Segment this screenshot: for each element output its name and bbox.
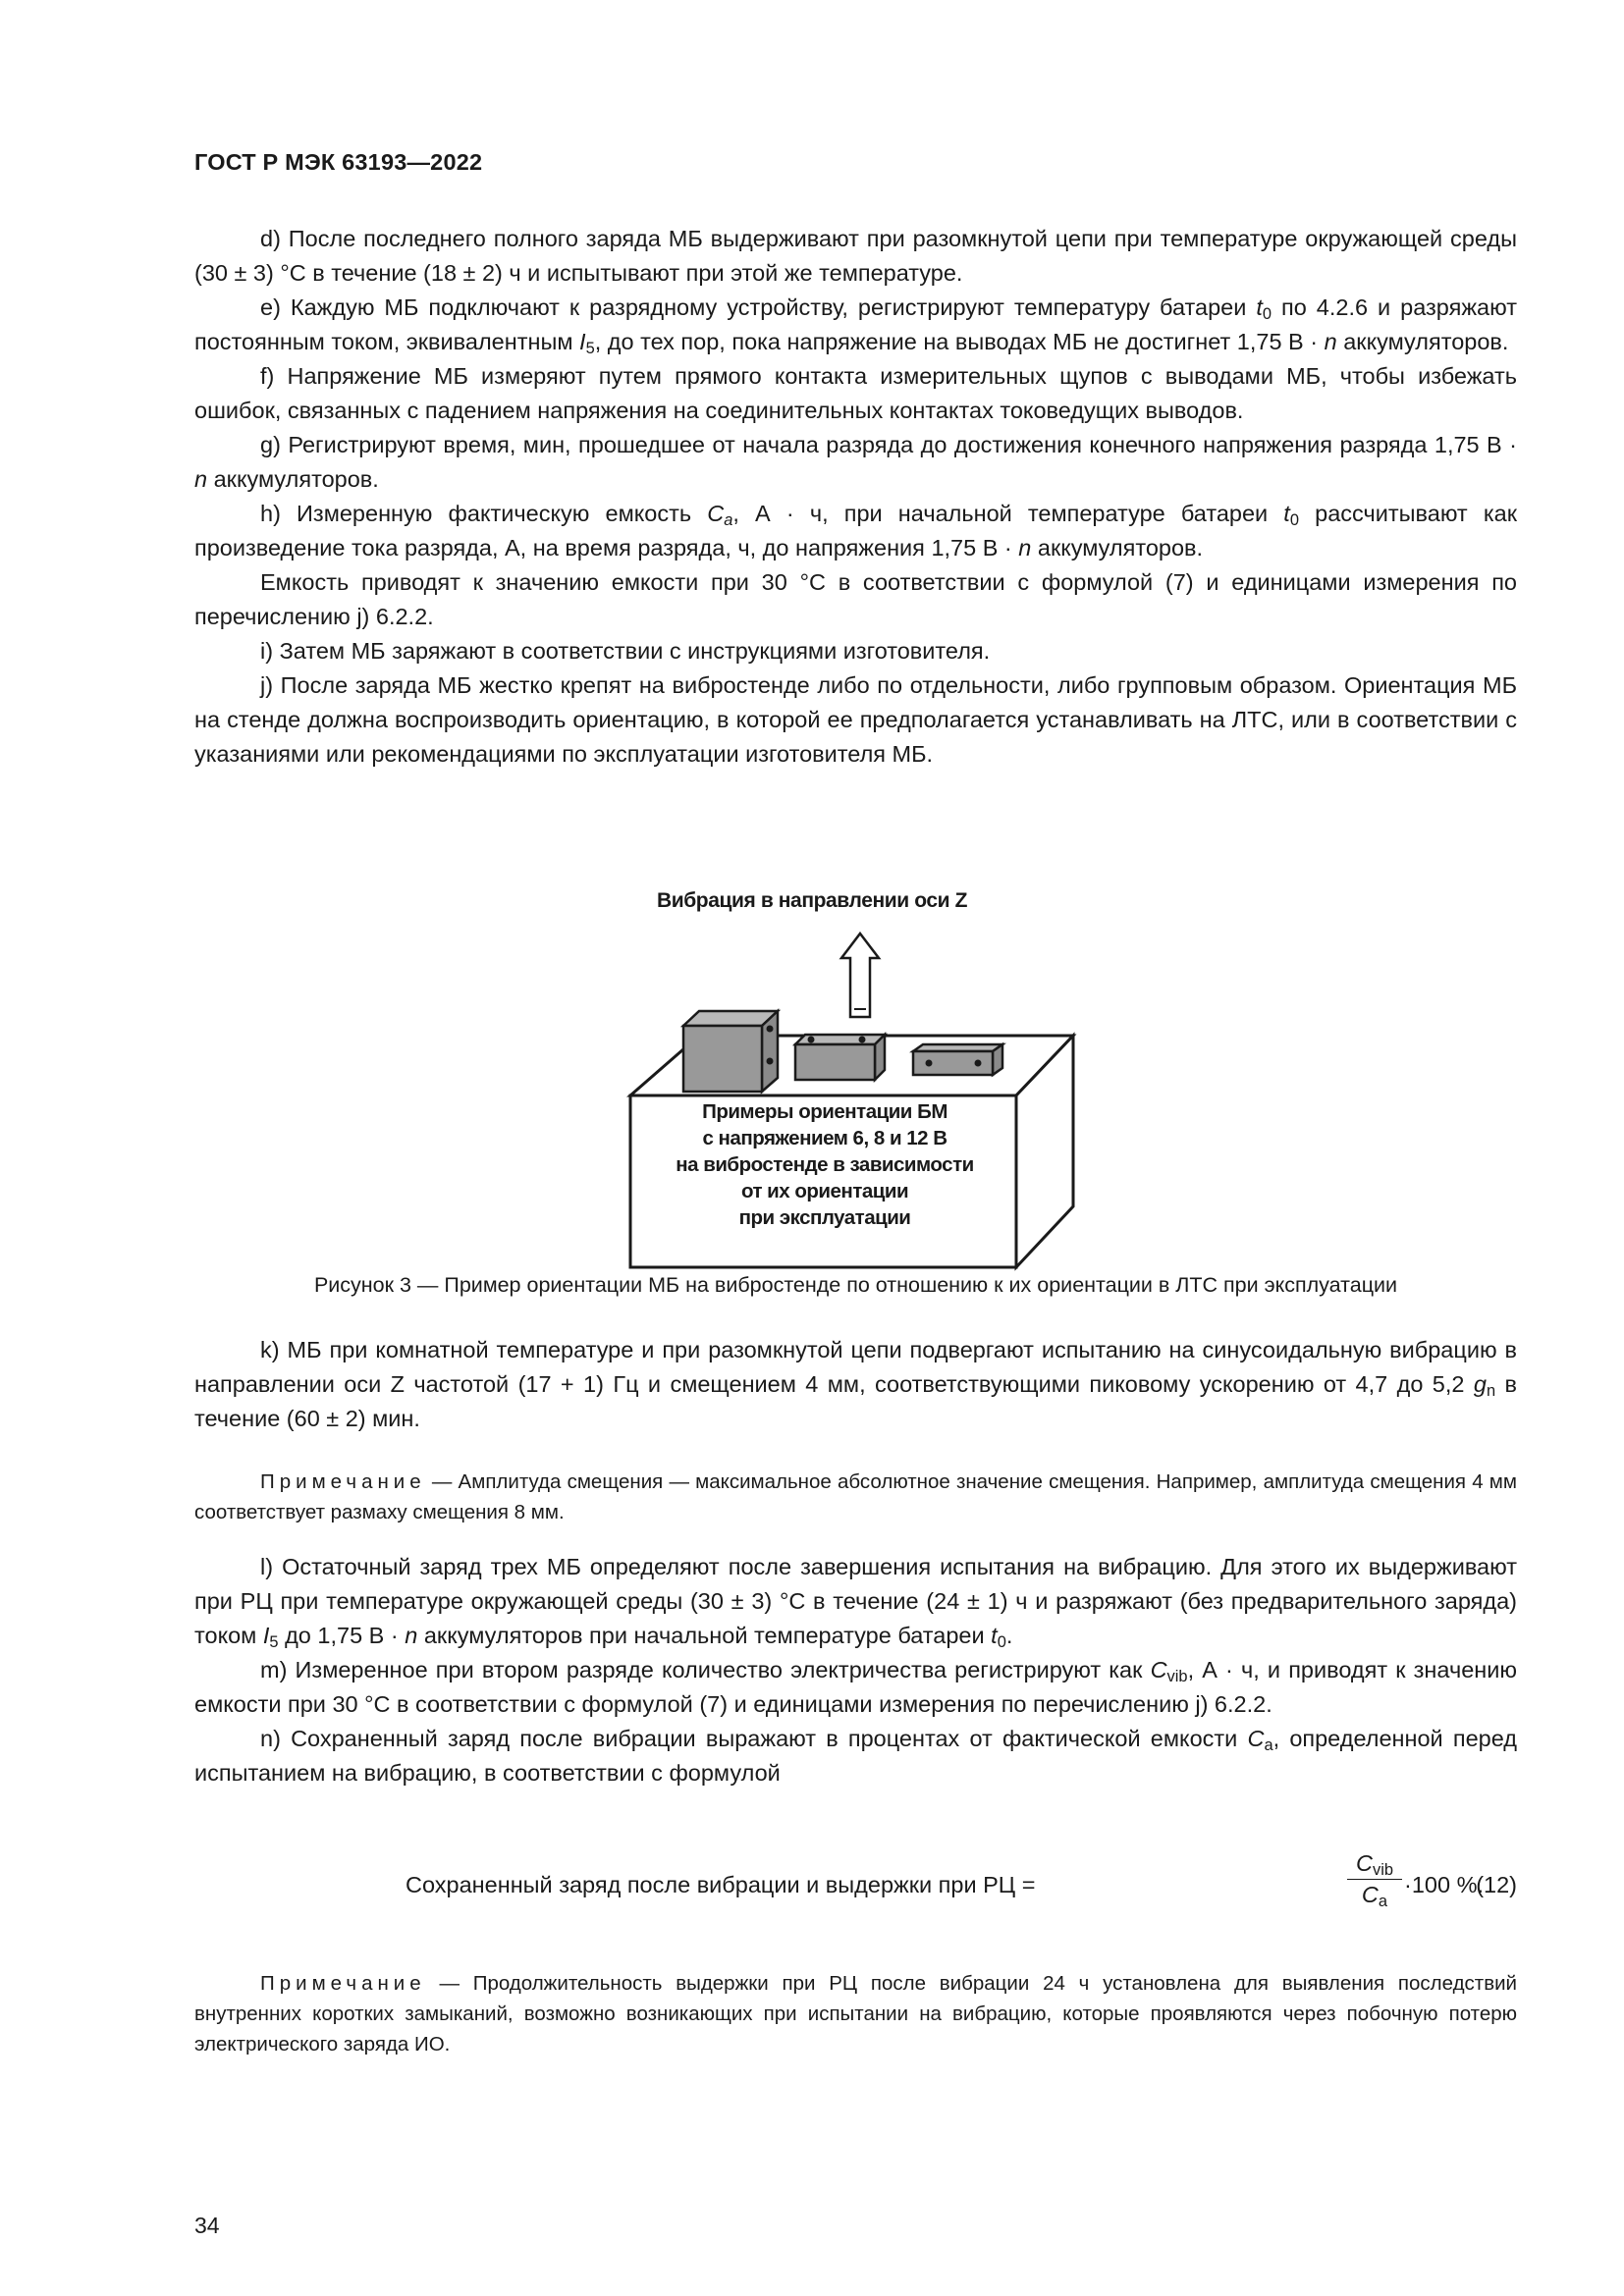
formula-numerator: $C_{vib}$	[1347, 1850, 1402, 1880]
item-m: m) Измеренное при втором разряде количество электричества регистрируют как $C_{vib}$, А · ч, и приводят к значению емкости при 30 °С в соответствии с формулой (7) и единицами измерения по перечислению j) 6.2.2.	[194, 1657, 1517, 1717]
box-line: Примеры ориентации БМ	[702, 1100, 947, 1123]
document-header: ГОСТ Р МЭК 63193—2022	[194, 149, 483, 175]
item-n: n) Сохраненный заряд после вибрации выражают в процентах от фактической емкости $C_a$, определенной перед испытанием на вибрацию, в соответствии с формулой	[194, 1726, 1517, 1786]
note-label: Примечание	[260, 1972, 426, 1995]
battery-medium	[795, 1035, 885, 1080]
page-number: 34	[194, 2213, 220, 2238]
item-j: j) После заряда МБ жестко крепят на вибростенде либо по отдельности, либо групповым образом. Ориентация МБ на стенде должна воспроизводить ориентацию, в которой ее предполагается устанавливать на ЛТС, или в соответствии с указаниями или рекомендациями по эксплуатации изготовителя МБ.	[194, 672, 1517, 767]
item-h: h) Измеренную фактическую емкость $C_a$, А · ч, при начальной температуре батареи $t_0$ рассчитывают как произведение тока разряда, А, на время разряда, ч, до напряжения 1,75 В · n аккумуляторов.	[194, 501, 1517, 561]
box-line: на вибростенде в зависимости	[676, 1153, 974, 1176]
note-text: — Амплитуда смещения — максимальное абсолютное значение смещения. Например, амплитуда смещения 4 мм соответствует размаху смещения 8 мм.	[194, 1470, 1517, 1523]
box-line: с напряжением 6, 8 и 12 В	[702, 1127, 947, 1149]
battery-large	[683, 1011, 778, 1092]
formula-number: (12)	[1476, 1872, 1517, 1897]
item-i: i) Затем МБ заряжают в соответствии с инструкциями изготовителя.	[260, 638, 991, 664]
figure-box-text	[628, 1098, 1021, 1231]
figure-caption: Рисунок 3 — Пример ориентации МБ на вибростенде по отношению к их ориентации в ЛТС при эксплуатации	[313, 1273, 1398, 1297]
item-e: e) Каждую МБ подключают к разрядному устройству, регистрируют температуру батареи $t_0$ по 4.2.6 и разряжают постоянным током, эквивалентным $I_5$, до тех пор, пока напряжение на выводах МБ не достигнет 1,75 В · n аккумуляторов.	[194, 294, 1517, 357]
formula-lhs: Сохраненный заряд после вибрации и выдержки при РЦ =	[406, 1872, 1036, 1897]
battery-small	[913, 1044, 1002, 1075]
item-g: g) Регистрируют время, мин, прошедшее от начала разряда до достижения конечного напряжения разряда 1,75 В · n аккумуляторов.	[194, 432, 1517, 492]
item-k: k) МБ при комнатной температуре и при разомкнутой цепи подвергают испытанию на синусоидальную вибрацию в направлении оси Z частотой (17 + 1) Гц и смещением 4 мм, соответствующими пиковому ускорению от 4,7 до 5,2 $g_n$ в течение (60 ± 2) мин.	[194, 1337, 1517, 1431]
formula-rhs: ·100 %.	[1404, 1872, 1484, 1897]
box-line: от их ориентации	[740, 1180, 909, 1202]
item-d: d) После последнего полного заряда МБ выдерживают при разомкнутой цепи при температуре окружающей среды (30 ± 3) °С в течение (18 ± 2) ч и испытывают при этой же температуре.	[194, 226, 1517, 286]
note-1	[194, 1467, 1517, 1527]
item-f: f) Напряжение МБ измеряют путем прямого контакта измерительных щупов с выводами МБ, чтобы избежать ошибок, связанных с падением напряжения на соединительных контактах токоведущих выводов.	[194, 363, 1517, 423]
item-h-cont: Емкость приводят к значению емкости при 30 °С в соответствии с формулой (7) и единицами измерения по перечислению j) 6.2.2.	[194, 569, 1517, 629]
box-line: при эксплуатации	[738, 1206, 911, 1229]
figure-title: Вибрация в направлении оси Z	[656, 889, 968, 912]
note-label: Примечание	[260, 1470, 426, 1493]
formula-fraction	[1347, 1850, 1402, 1908]
formula-12	[194, 1850, 1517, 1919]
item-l: l) Остаточный заряд трех МБ определяют после завершения испытания на вибрацию. Для этого их выдерживают при РЦ при температуре окружающей среды (30 ± 3) °С в течение (24 ± 1) ч и разряжают (без предварительного заряда) током $I_5$ до 1,75 В · n аккумуляторов при начальной температуре батареи $t_0$.	[194, 1554, 1517, 1651]
note-2	[194, 1968, 1517, 2059]
formula-denominator: $C_a$	[1361, 1882, 1388, 1910]
body-text-k	[194, 1333, 1517, 1436]
up-arrow-icon	[841, 934, 879, 1017]
body-text-lmn	[194, 1550, 1517, 1790]
note-text: — Продолжительность выдержки при РЦ после вибрации 24 ч установлена для выявления последствий внутренних коротких замыканий, возможно возникающих при испытании на вибрацию, которые проявляются через побочную потерю электрического заряда ИО.	[194, 1972, 1517, 2056]
